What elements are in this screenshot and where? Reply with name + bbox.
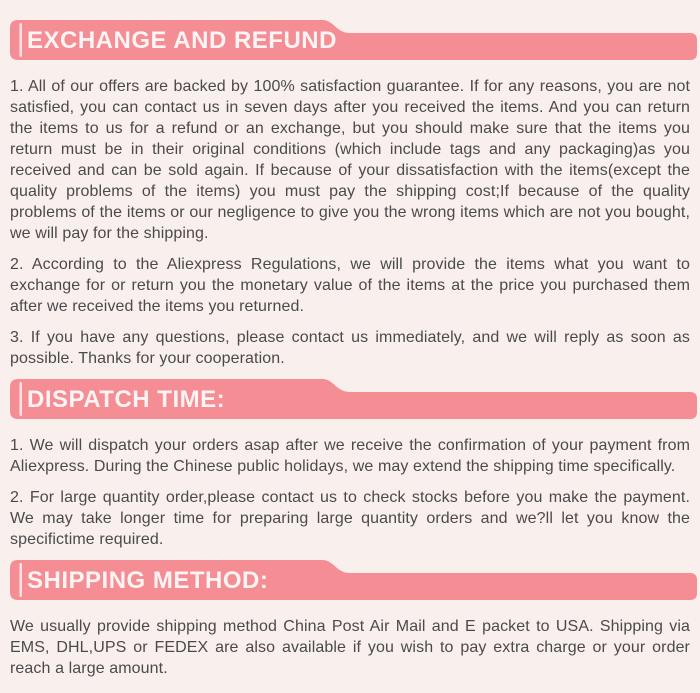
policy-paragraph: We usually provide shipping method China Post Air Mail and E packet to USA. Shipping via EMS, DHL,UPS or FEDEX are also available if you wish to pay extra charge or your order reach a large amount.: [10, 618, 690, 677]
policy-paragraph: 2. According to the Aliexpress Regulations, we will provide the items what you want to exchange for or return you the monetary value of the items at the price you purchased them after we received the items you returned.: [10, 256, 690, 315]
section-title-exchange-refund: EXCHANGE AND REFUND: [27, 27, 337, 54]
exchange-refund-banner: [10, 20, 697, 60]
banner-accent-line: [20, 382, 23, 416]
policy-paragraph: 3. If you have any questions, please contact us immediately, and we will reply as soon as possible. Thanks for your cooperation.: [10, 329, 690, 367]
policy-paragraph: 2. For large quantity order,please contact us to check stocks before you make the payment. We may take longer time for preparing large quantity orders and we?ll let you know the specifictime required.: [10, 489, 690, 548]
dispatch-time-banner: [10, 379, 697, 419]
policy-paragraph: 1. We will dispatch your orders asap after we receive the confirmation of your payment from Aliexpress. During the Chinese public holidays, we may extend the shipping time specifically.: [10, 437, 690, 475]
banner-accent-line: [20, 23, 23, 57]
section-title-shipping-method: SHIPPING METHOD:: [27, 567, 269, 594]
section-shipping-method: [10, 560, 690, 679]
banner-accent-line: [20, 563, 23, 597]
shipping-method-banner: [10, 560, 697, 600]
section-exchange-and-refund: [10, 20, 690, 369]
policy-paragraph: 1. All of our offers are backed by 100% satisfaction guarantee. If for any reasons, you are not satisfied, you can contact us in seven days after you received the items. And you can return the items to us for a refund or an exchange, but you should make sure that the items you return must be in their original conditions (which include tags and any packaging)as you received and can be sold again. If because of your dissatisfaction with the items(except the quality problems of the items) you must pay the shipping cost;If because of the quality problems of the items or our negligence to give you the wrong items which are not you bought, we will pay for the shipping.: [10, 78, 690, 242]
section-title-dispatch-time: DISPATCH TIME:: [27, 386, 226, 413]
section-dispatch-time: [10, 379, 690, 550]
